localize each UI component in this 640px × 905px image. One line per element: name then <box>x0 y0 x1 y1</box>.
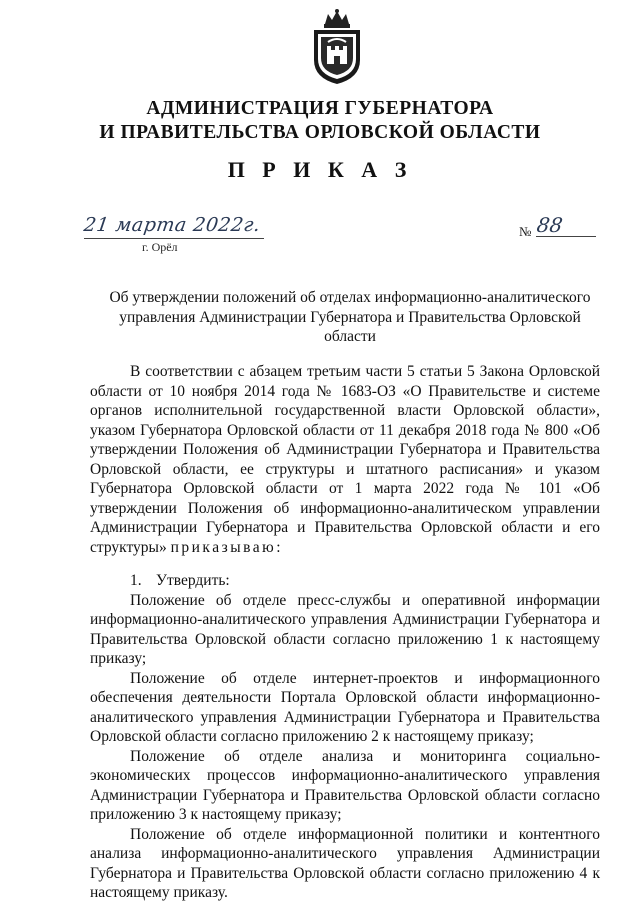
coat-of-arms-icon <box>306 8 368 86</box>
org-name-line2: И ПРАВИТЕЛЬСТВА ОРЛОВСКОЙ ОБЛАСТИ <box>99 122 541 143</box>
step-number: 1. <box>130 572 142 589</box>
preamble-text: В соответствии с абзацем третьим части 5 статьи 5 Закона Орловской области от 10 ноября 2014 года № 1683-ОЗ «О Правительстве и системе органов исполнительной государственной власти Орловской области», указом Губернатора Орловской области от 11 декабря 2018 года № 800 «Об утверждении Положения об Администрации Губернатора и Правительства Орловской области, ее структуры и штатного расписания» и указом Губернатора Орловской области от 1 марта 2022 года № 101 «Об утверждении Положения об информационно-аналитическом управлении Администрации Губернатора и Правительства Орловской области и его структуры» <box>90 363 600 556</box>
list-item: Положение об отделе анализа и мониторинга социально-экономических процессов информационно-аналитического управления Администрации Губернатора и Правительства Орловской области согласно приложению 3 к настоящему приказу; <box>90 747 600 823</box>
step-text: Утвердить: <box>156 572 230 589</box>
date-underline <box>84 238 264 239</box>
city-label: г. Орёл <box>142 240 178 254</box>
preamble-paragraph <box>90 362 600 557</box>
handwritten-date: 21 марта 2022г. <box>82 214 262 236</box>
org-name-line1: АДМИНИСТРАЦИЯ ГУБЕРНАТОРА <box>146 98 494 119</box>
document-type-title: П Р И К А З <box>227 157 413 182</box>
list-item: Положение об отделе пресс-службы и оперативной информации информационно-аналитического управления Администрации Губернатора и Правительства Орловской области согласно приложению 1 к настоящему приказу; <box>90 591 600 667</box>
handwritten-number: 88 <box>535 213 565 237</box>
order-word: приказываю: <box>170 538 284 556</box>
step-heading <box>90 571 600 591</box>
document-subject: Об утверждении положений об отделах информационно-аналитического управления Администрации Губернатора и Правительства Орловской области <box>109 289 591 345</box>
number-underline <box>536 236 596 237</box>
document-body <box>90 362 600 903</box>
number-label: № <box>519 224 532 239</box>
list-item: Положение об отделе информационной политики и контентного анализа информационно-аналитического управления Администрации Губернатора и Правительства Орловской области согласно приложению 4 к настоящему приказу. <box>90 825 600 901</box>
list-item: Положение об отделе интернет-проектов и информационного обеспечения деятельности Портала Орловской области информационно-аналитического управления Администрации Губернатора и Правительства Орловской области согласно приложению 2 к настоящему приказу; <box>90 669 600 745</box>
